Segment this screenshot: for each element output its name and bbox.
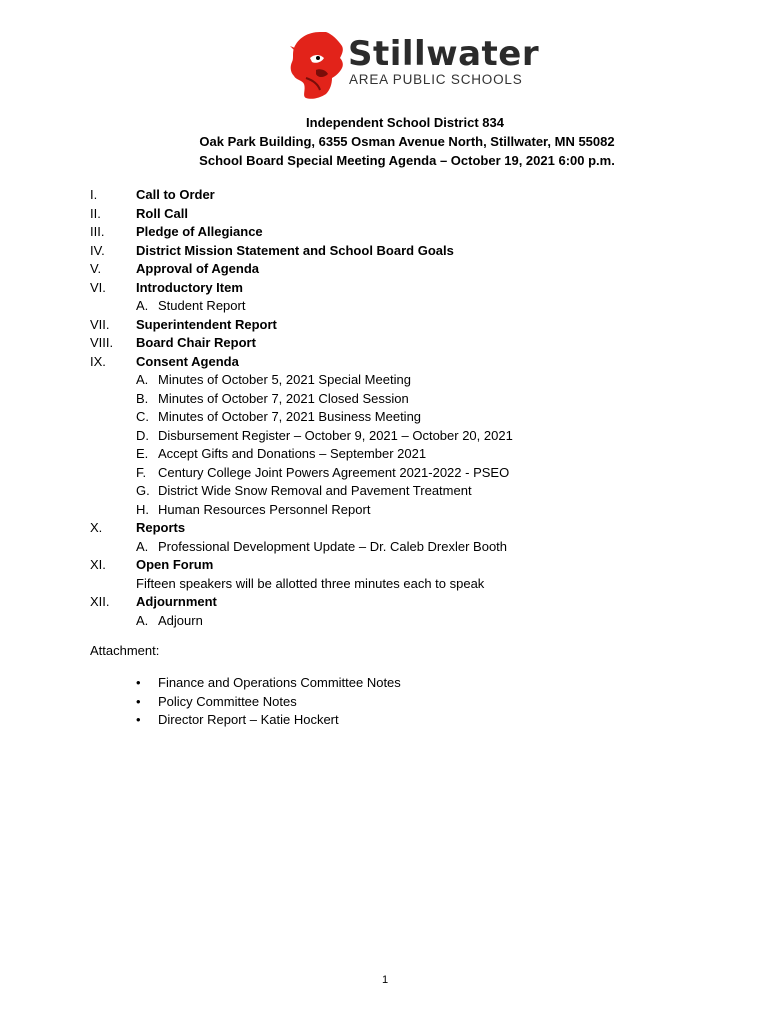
subitem-letter: E. bbox=[136, 446, 149, 461]
district-name: Independent School District 834 bbox=[306, 115, 504, 130]
agenda-note bbox=[90, 575, 730, 594]
agenda-item-title: Open Forum bbox=[136, 557, 214, 572]
subitem-letter: B. bbox=[136, 390, 149, 406]
agenda-item bbox=[90, 353, 730, 372]
agenda-subitem bbox=[90, 371, 730, 390]
agenda-item bbox=[90, 556, 730, 575]
agenda-item bbox=[90, 186, 730, 205]
meeting-location: Oak Park Building, 6355 Osman Avenue North, Stillwater, MN 55082 bbox=[199, 134, 615, 149]
agenda-item-title: Introductory Item bbox=[136, 279, 243, 295]
agenda-item-title: Superintendent Report bbox=[136, 316, 277, 332]
bullet-icon: • bbox=[136, 712, 141, 727]
attachment-item-text: Policy Committee Notes bbox=[158, 693, 297, 709]
agenda-item-number: XI. bbox=[90, 557, 106, 572]
agenda-item-number: I. bbox=[90, 187, 98, 202]
page-number: 1 bbox=[381, 974, 389, 986]
agenda-item-number: X. bbox=[90, 520, 103, 535]
subitem-text: Disbursement Register – October 9, 2021 – October 20, 2021 bbox=[158, 427, 513, 443]
agenda-item bbox=[90, 519, 730, 538]
subitem-letter: A. bbox=[136, 298, 149, 313]
agenda-item bbox=[90, 279, 730, 298]
subitem-text: Professional Development Update – Dr. Caleb Drexler Booth bbox=[158, 538, 508, 554]
subitem-letter: A. bbox=[136, 372, 149, 387]
pony-mascot-icon bbox=[286, 28, 346, 100]
agenda-item-title: Board Chair Report bbox=[136, 335, 256, 350]
agenda-subitem bbox=[90, 464, 730, 483]
agenda-item bbox=[90, 334, 730, 353]
agenda-item-title: Call to Order bbox=[136, 187, 215, 202]
agenda-item-title: Consent Agenda bbox=[136, 353, 239, 369]
subitem-text: Human Resources Personnel Report bbox=[158, 501, 371, 517]
subitem-letter: G. bbox=[136, 483, 150, 498]
agenda-item-number: VI. bbox=[90, 279, 106, 295]
bullet-icon: • bbox=[136, 675, 141, 690]
agenda-item-number: XII. bbox=[90, 594, 110, 609]
attachment-label: Attachment: bbox=[90, 643, 160, 658]
agenda-item-number: IV. bbox=[90, 242, 105, 258]
agenda-item-title: District Mission Statement and School Board Goals bbox=[136, 242, 454, 258]
subitem-text: Minutes of October 7, 2021 Closed Session bbox=[158, 390, 409, 406]
subitem-letter: C. bbox=[136, 409, 149, 424]
subitem-text: Student Report bbox=[158, 298, 246, 313]
agenda-item-title: Adjournment bbox=[136, 594, 217, 609]
agenda-item-number: II. bbox=[90, 205, 101, 221]
subitem-text: Accept Gifts and Donations – September 2021 bbox=[158, 446, 427, 461]
agenda-item-number: IX. bbox=[90, 353, 106, 369]
subitem-letter: A. bbox=[136, 612, 149, 628]
subitem-letter: D. bbox=[136, 427, 149, 443]
meeting-title: School Board Special Meeting Agenda – October 19, 2021 6:00 p.m. bbox=[199, 153, 615, 168]
attachment-item-text: Director Report – Katie Hockert bbox=[158, 712, 339, 727]
agenda-item-title: Roll Call bbox=[136, 205, 189, 221]
agenda-subitem bbox=[90, 390, 730, 409]
agenda-subitem bbox=[90, 501, 730, 520]
subitem-text: District Wide Snow Removal and Pavement Treatment bbox=[158, 483, 472, 498]
subitem-letter: H. bbox=[136, 501, 149, 517]
agenda-subitem bbox=[90, 538, 730, 557]
agenda-item bbox=[90, 242, 730, 261]
district-logo bbox=[286, 28, 540, 104]
agenda-item bbox=[90, 205, 730, 224]
subitem-letter: A. bbox=[136, 538, 149, 554]
agenda-item-title: Pledge of Allegiance bbox=[136, 224, 263, 239]
agenda-subitem bbox=[90, 612, 730, 631]
agenda-item-number: VII. bbox=[90, 316, 110, 332]
agenda-item bbox=[90, 316, 730, 335]
subitem-text: Century College Joint Powers Agreement 2021-2022 - PSEO bbox=[158, 464, 510, 480]
agenda-item-number: III. bbox=[90, 224, 105, 239]
open-forum-note: Fifteen speakers will be allotted three minutes each to speak bbox=[136, 575, 485, 591]
agenda-item bbox=[90, 260, 730, 279]
agenda-list bbox=[90, 186, 730, 630]
agenda-subitem bbox=[90, 408, 730, 427]
bullet-icon: • bbox=[136, 693, 141, 709]
agenda-subitem bbox=[90, 445, 730, 464]
subitem-text: Minutes of October 5, 2021 Special Meeting bbox=[158, 372, 411, 387]
agenda-subitem bbox=[90, 297, 730, 316]
agenda-item bbox=[90, 223, 730, 242]
attachment-item-text: Finance and Operations Committee Notes bbox=[158, 675, 401, 690]
agenda-item-number: V. bbox=[90, 261, 102, 276]
agenda-item bbox=[90, 593, 730, 612]
agenda-subitem bbox=[90, 427, 730, 446]
logo-subtitle: AREA PUBLIC SCHOOLS bbox=[349, 72, 523, 87]
agenda-subitem bbox=[90, 482, 730, 501]
agenda-item-number: VIII. bbox=[90, 335, 114, 350]
subitem-text: Minutes of October 7, 2021 Business Meeting bbox=[158, 409, 422, 424]
subitem-letter: F. bbox=[136, 464, 147, 480]
agenda-item-title: Reports bbox=[136, 520, 186, 535]
logo-wordmark: Stillwater bbox=[348, 34, 540, 74]
subitem-text: Adjourn bbox=[158, 612, 203, 628]
agenda-item-title: Approval of Agenda bbox=[136, 261, 260, 276]
